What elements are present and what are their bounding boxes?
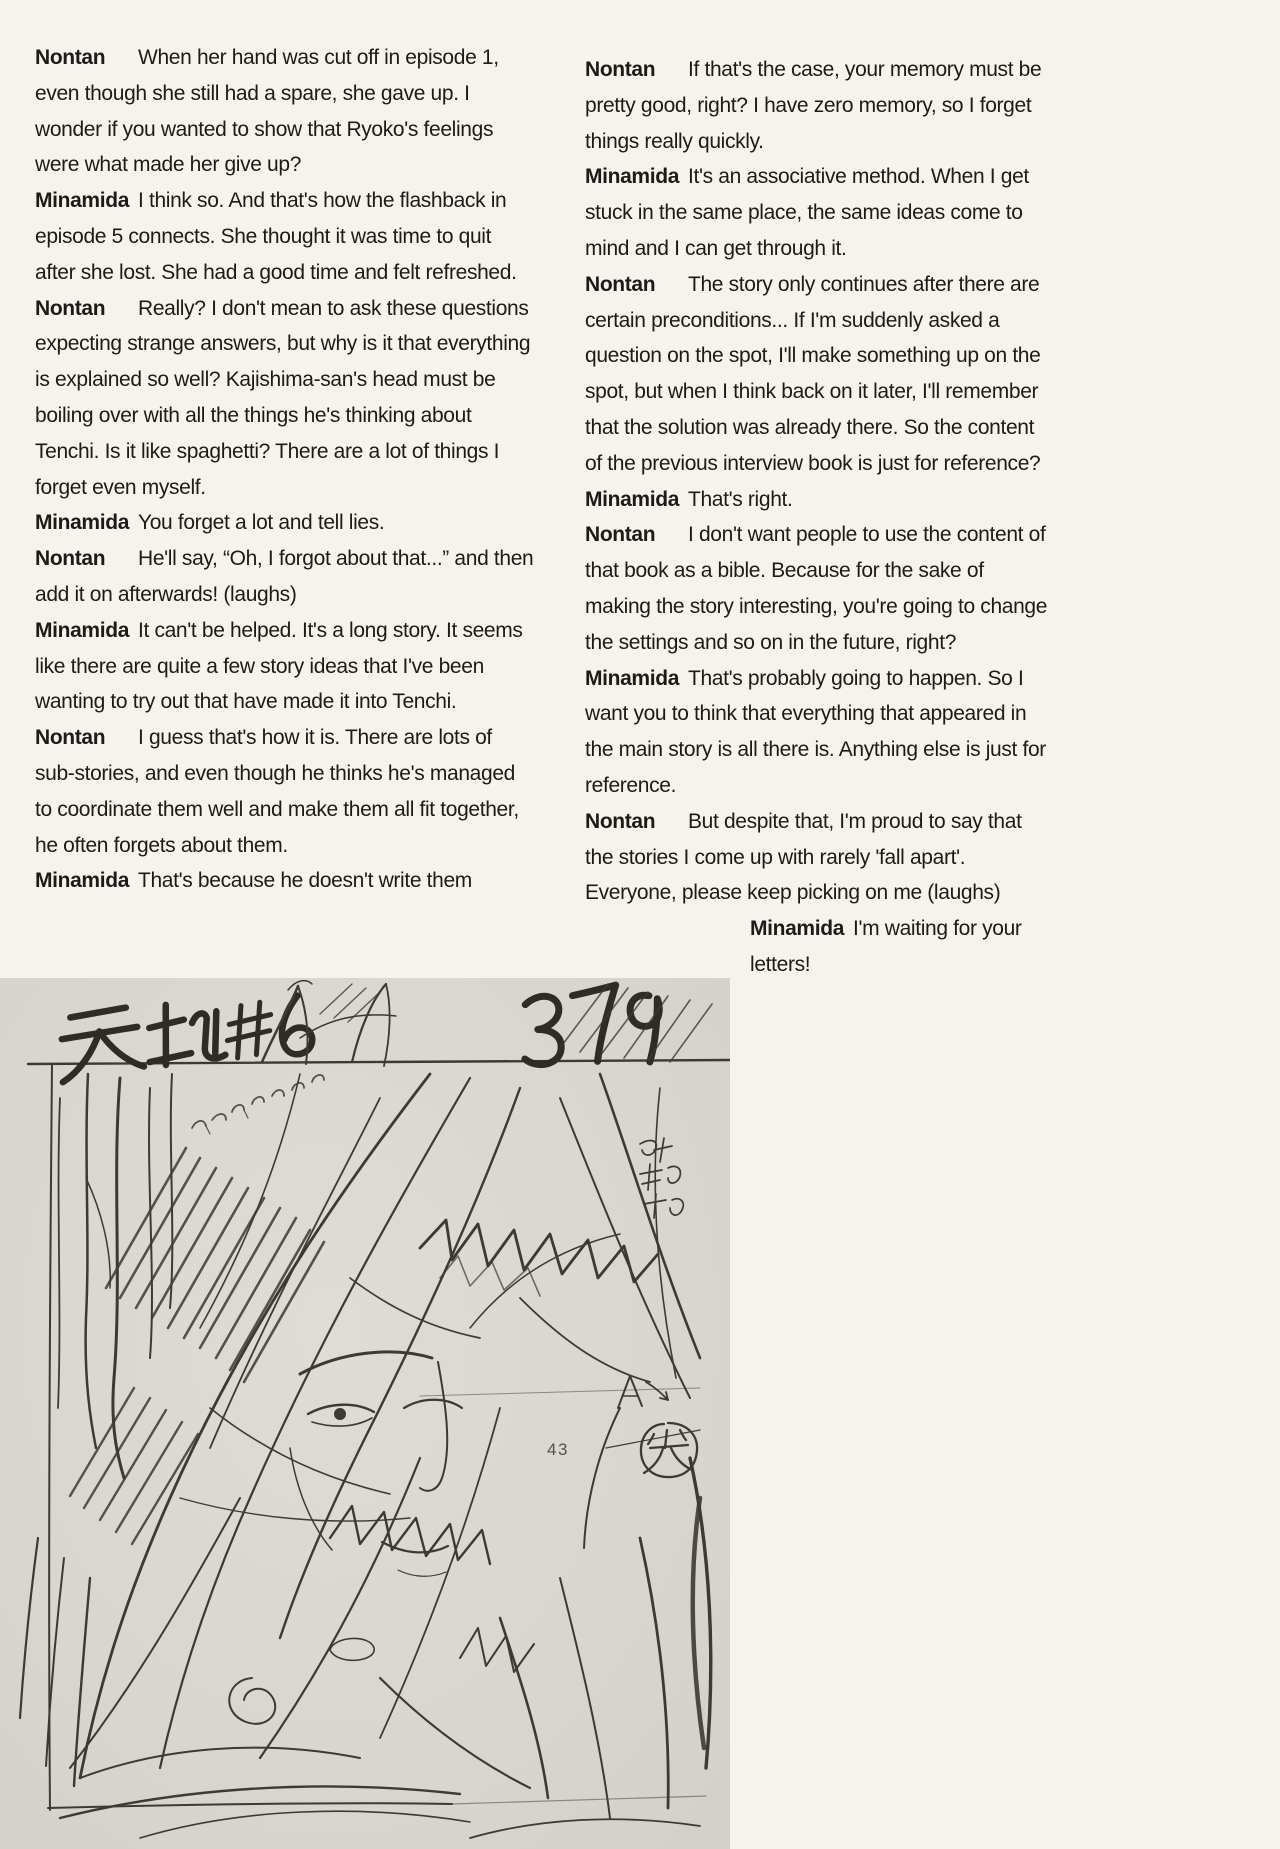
dialogue-text: I think so. And that's how the flashback in episode 5 connects. She thought it was time to quit after she lost. She had a good time and felt refreshed.	[35, 189, 517, 284]
dialogue-paragraph	[35, 541, 535, 613]
pencil-sketch-image	[0, 978, 730, 1849]
dialogue-paragraph	[35, 613, 535, 720]
right-text-column	[585, 52, 1050, 983]
dialogue-text: It's an associative method. When I get stuck in the same place, the same ideas come to mind and I can get through it.	[585, 165, 1029, 260]
dialogue-text: Really? I don't mean to ask these questions expecting strange answers, but why is it that everything is explained so well? Kajishima-san's head must be boiling over with all the things he's thinking about Tenchi. Is it like spaghetti? There are a lot of things I forget even myself.	[35, 296, 531, 499]
dialogue-paragraph	[585, 517, 1050, 660]
dialogue-text: When her hand was cut off in episode 1, even though she still had a spare, she gave up. I wonder if you wanted to show that Ryoko's feelings were what made her give up?	[35, 46, 499, 177]
dialogue-text: I'm waiting for your letters!	[750, 917, 1022, 976]
speaker-name: Minamida	[750, 917, 845, 941]
speaker-name: Minamida	[35, 511, 130, 535]
dialogue-text: I don't want people to use the content of that book as a bible. Because for the sake of making the story interesting, you're going to change the settings and so on in the future, right?	[585, 523, 1048, 654]
dialogue-text: You forget a lot and tell lies.	[138, 511, 385, 535]
page-number: 43	[547, 1440, 569, 1459]
dialogue-paragraph	[585, 482, 1050, 518]
dialogue-paragraph	[585, 52, 1050, 159]
speaker-name: Nontan	[35, 726, 106, 750]
pencil-sketch-scan	[0, 978, 730, 1849]
speaker-name: Minamida	[35, 869, 130, 893]
speaker-name: Nontan	[585, 58, 656, 81]
dialogue-text: But despite that, I'm proud to say that the stories I come up with rarely 'fall apart'. Everyone, please keep picking on me (laughs)	[585, 809, 1022, 905]
dialogue-text: That's probably going to happen. So I want you to think that everything that appeared in the main story is all there is. Anything else is just for reference.	[585, 666, 1046, 797]
handwritten-side-note	[640, 1138, 683, 1218]
dialogue-paragraph	[35, 863, 535, 899]
dialogue-paragraph	[750, 911, 1082, 983]
dialogue-text: He'll say, “Oh, I forgot about that...” and then add it on afterwards! (laughs)	[35, 547, 534, 606]
dialogue-paragraph	[585, 661, 1050, 804]
circled-artist-mark	[641, 1423, 697, 1477]
speaker-name: Minamida	[585, 666, 680, 690]
speaker-name: Nontan	[35, 547, 106, 571]
dialogue-paragraph	[585, 159, 1050, 266]
dialogue-paragraph	[585, 804, 1050, 911]
speaker-name: Minamida	[35, 618, 130, 642]
speaker-name: Nontan	[35, 296, 106, 320]
dialogue-paragraph	[35, 720, 535, 863]
dialogue-paragraph	[35, 291, 535, 506]
dialogue-text: If that's the case, your memory must be pretty good, right? I have zero memory, so I forget things really quickly.	[585, 58, 1042, 153]
dialogue-text: That's right.	[688, 487, 793, 511]
speaker-name: Nontan	[585, 523, 656, 547]
speaker-name: Minamida	[35, 189, 130, 213]
dialogue-paragraph	[35, 40, 535, 183]
dialogue-text: The story only continues after there are certain preconditions... If I'm suddenly asked a question on the spot, I'll make something up on the spot, but when I think back on it later, I'll remember that the solution was already there. So the content of the previous interview book is just for reference?	[585, 272, 1041, 475]
speaker-name: Minamida	[585, 165, 680, 189]
speaker-name: Minamida	[585, 487, 680, 511]
dialogue-paragraph	[585, 267, 1050, 482]
dialogue-text: I guess that's how it is. There are lots of sub-stories, and even though he thinks he's managed to coordinate them well and make them all fit together, he often forgets about them.	[35, 726, 519, 857]
handwritten-diagonal-note	[192, 1075, 324, 1134]
dialogue-text: It can't be helped. It's a long story. It seems like there are quite a few story ideas that I've been wanting to try out that have made it into Tenchi.	[35, 618, 523, 714]
speaker-name: Nontan	[35, 46, 106, 69]
speaker-name: Nontan	[585, 272, 656, 296]
speaker-name: Nontan	[585, 809, 656, 833]
handwritten-title-tenchi-6	[58, 995, 314, 1082]
dialogue-paragraph	[35, 183, 535, 290]
dialogue-paragraph	[35, 505, 535, 541]
dialogue-text: That's because he doesn't write them	[138, 869, 472, 893]
left-text-column	[35, 40, 535, 899]
